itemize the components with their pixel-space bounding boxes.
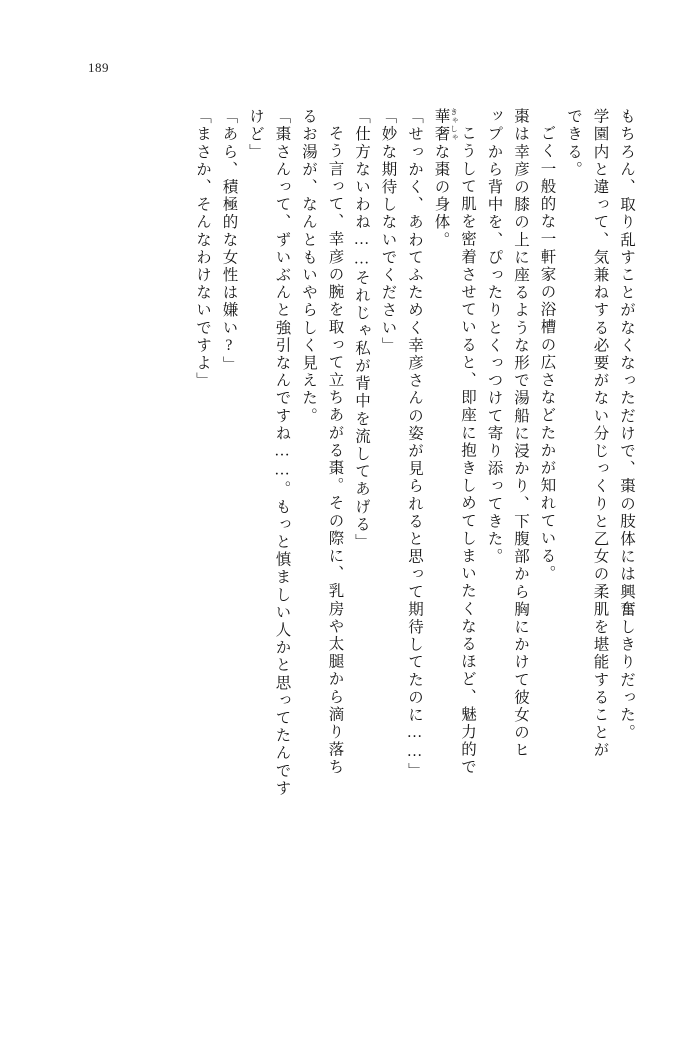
text-column-14: 「棗さんって、ずいぶんと強引なんですね……。もっと慎ましい人かと思ってたんです [273, 108, 291, 798]
text-column-13: るお湯が、なんともいやらしく見えた。 [300, 108, 317, 425]
text-column-17: 「まさか、そんなわけないですよ」 [194, 108, 211, 390]
ruby-annotation: きゃしゃ [449, 108, 459, 142]
text-column-3: できる。 [565, 108, 582, 179]
text-column-8 [432, 108, 459, 988]
text-column-12: そう言って、幸彦の腕を取って立ちあがる棗。その際に、乳房や太腿から滴り落ち [326, 125, 344, 777]
text-column-6: ップから背中を、ぴったりとくっつけて寄り添ってきた。 [485, 108, 503, 566]
text-column-16: 「あら、積極的な女性は嫌い?」 [220, 108, 238, 374]
text-column-5: 棗は幸彦の膝の上に座るような形で湯船に浸かり、下腹部から胸にかけて彼女のヒ [512, 108, 529, 760]
page-number: 189 [88, 60, 109, 75]
text-column-11: 「仕方ないわね……それじゃ私が背中を流してあげる」 [353, 108, 370, 551]
text-column-4: ごく一般的な一軒家の浴槽の広さなどたかが知れている。 [538, 125, 556, 583]
vertical-text-body [66, 108, 634, 988]
text-column-8-text: 華奢な棗の身体。 [432, 108, 450, 249]
text-column-9: 「せっかく、あわてふためく幸彦さんの姿が見られると思って期待してたのに……」 [406, 108, 423, 780]
text-column-2: 学園内と違って、気兼ねする必要がない分じっくりと乙女の柔肌を堪能することが [591, 108, 609, 760]
text-column-1: もちろん、取り乱すことがなくなっただけで、棗の肢体には興奮しきりだった。 [618, 108, 635, 742]
text-column-10: 「妙な期待しないでください」 [379, 108, 397, 355]
text-column-15: けど」 [247, 108, 264, 161]
text-column-7: こうして肌を密着させていると、即座に抱きしめてしまいたくなるほど、魅力的で [459, 125, 476, 777]
